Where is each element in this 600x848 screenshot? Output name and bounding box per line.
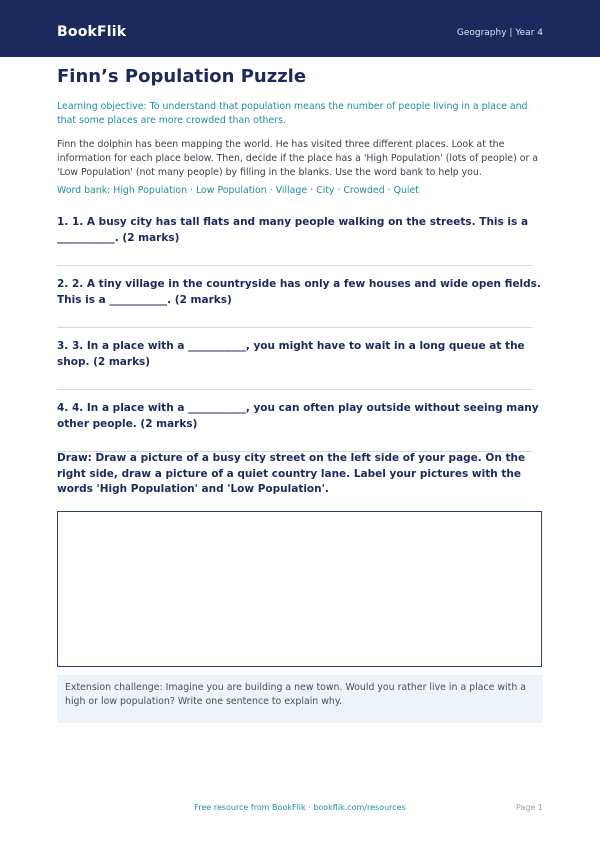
answer-line-3[interactable] [57,389,532,390]
answer-line-2[interactable] [57,327,532,328]
extension-challenge: Extension challenge: Imagine you are building a new town. Would you rather live in a place with a high or low population? Write one sentence to explain why. [57,675,543,723]
page-title: Finn’s Population Puzzle [57,66,307,87]
header-separator: | [509,28,513,38]
draw-prompt: Draw: Draw a picture of a busy city street on the left side of your page. On the right side, draw a picture of a quiet country lane. Label your pictures with the words 'High Population' and 'Low Population'. [57,452,526,495]
question-2: 2. 2. A tiny village in the countryside has only a few houses and wide open fields. This is a ___________. (2 marks) [57,278,541,306]
learning-objective: Learning objective: To understand that population means the number of people living in a place and that some places are more crowded than others. [57,101,528,126]
footer-text: Free resource from BookFlik · bookflik.com/resources [194,803,406,812]
page-number: Page 1 [516,803,543,812]
drawing-area[interactable] [57,511,542,667]
intro-text: Finn the dolphin has been mapping the world. He has visited three different places. Look at the information for each place below. Then, decide if the place has a 'High Population' (lots of people) or a 'Low Population' (not many people) by filling in the blanks. Use the word bank to help you. [57,139,539,178]
page-header [0,0,600,57]
year-label: Year 4 [515,28,543,38]
question-1: 1. 1. A busy city has tall flats and many people walking on the streets. This is a ___________. (2 marks) [57,216,529,244]
question-3: 3. 3. In a place with a ___________, you might have to wait in a long queue at the shop. (2 marks) [57,340,525,368]
word-bank: Word bank: High Population · Low Population · Village · City · Crowded · Quiet [57,185,419,196]
brand-logo-text: BookFlik [57,24,127,40]
subject-year-label [457,28,543,38]
subject-label: Geography [456,28,507,38]
answer-line-1[interactable] [57,265,532,266]
question-4: 4. 4. In a place with a ___________, you can often play outside without seeing many other people. (2 marks) [57,402,539,430]
